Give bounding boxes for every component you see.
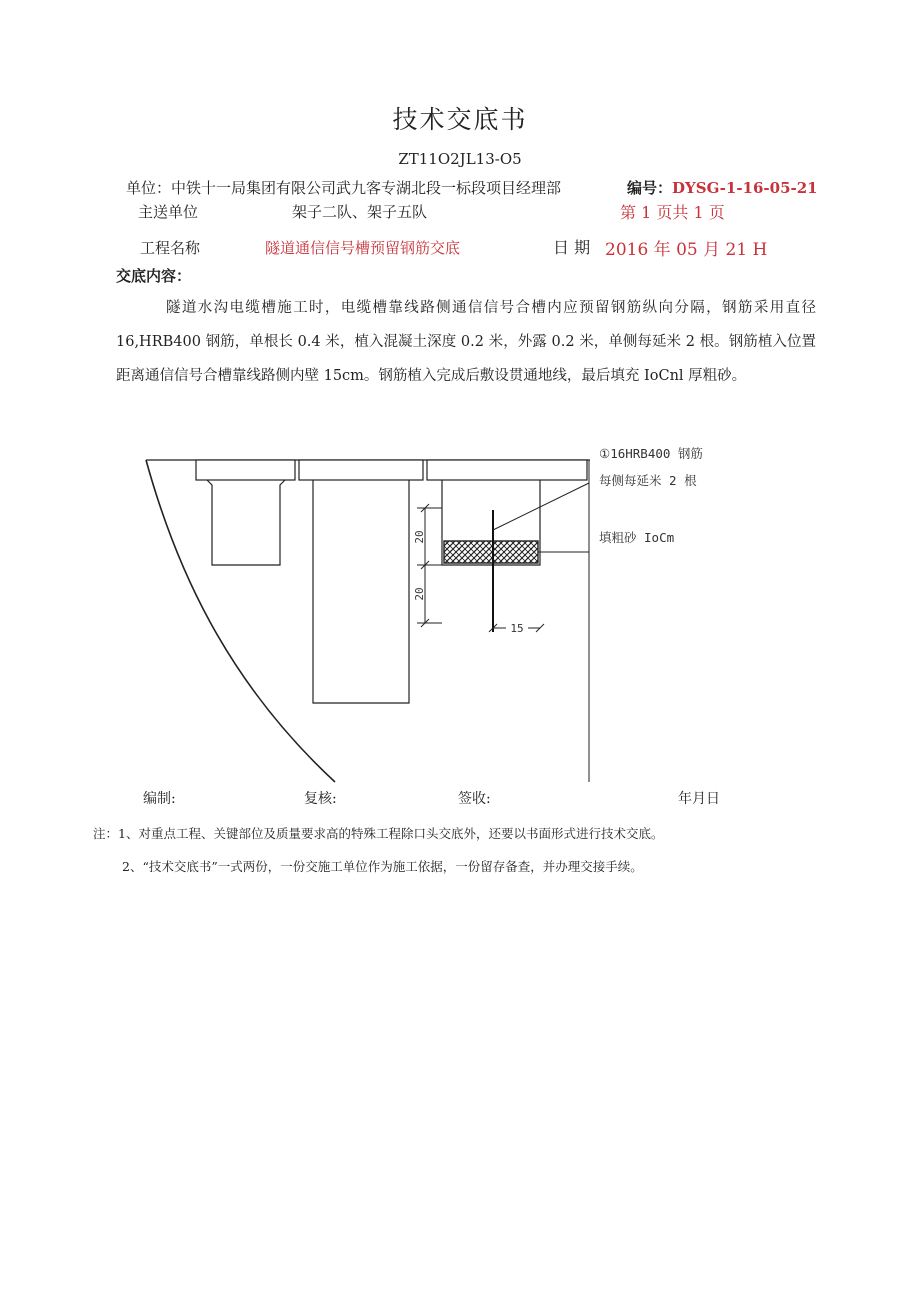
- content-paragraph: 隧道水沟电缆槽施工时，电缆槽靠线路侧通信信号合槽内应预留钢筋纵向分隔，钢筋采用直径16,HRB400 钢筋，单根长 0.4 米，植入混凝土深度 0.2 米，外露 0.2 米，单侧每延米 2 根。钢筋植入位置距离通信信号合槽靠线路侧内壁 15cm。钢筋植入完成后敷设贯通地线，最后填充 IoCnl 厚粗砂。: [116, 300, 816, 384]
- sign-received: 签收:: [458, 791, 491, 807]
- code-value: DYSG-1-16-05-21: [672, 179, 818, 197]
- left-trough: [207, 480, 285, 565]
- recipient-value: 架子二队、架子五队: [292, 203, 428, 221]
- cover-slab-1: [196, 460, 295, 480]
- date-value: 2016 年 05 月 21 H: [605, 240, 768, 260]
- sign-reviewed: 复核:: [304, 791, 337, 807]
- sign-date: 年月日: [678, 791, 720, 807]
- unit-label: 单位：: [126, 179, 172, 197]
- unit-value: 中铁十一局集团有限公司武九客专湖北段一标段项目经理部: [171, 179, 562, 197]
- project-value: 隧道通信信号槽预留钢筋交底: [265, 239, 461, 257]
- dim-horizontal-text: 15: [510, 622, 524, 635]
- recipient-label: 主送单位: [138, 203, 199, 221]
- label-sand: 填粗砂 IoCm: [599, 530, 675, 545]
- sign-prepared: 编制:: [143, 791, 176, 807]
- dim-upper-text: 20: [413, 530, 426, 544]
- content-heading: 交底内容：: [116, 267, 192, 285]
- leader-rebar: [493, 483, 589, 530]
- code-label: 编号：: [627, 179, 673, 197]
- tunnel-lining-curve: [146, 460, 335, 782]
- date-label: 日 期: [553, 238, 591, 257]
- note-1: 注：1、对重点工程、关键部位及质量要求高的特殊工程除口头交底外，还要以书面形式进行技术交底。: [93, 826, 664, 841]
- page-info: 第 1 页共 1 页: [620, 203, 725, 222]
- document-title: 技术交底书: [392, 105, 528, 134]
- label-rebar: ①16HRB400 钢筋: [599, 446, 703, 461]
- cover-slab-3: [427, 460, 587, 480]
- project-label: 工程名称: [140, 239, 201, 257]
- central-ditch: [313, 480, 409, 703]
- coarse-sand-fill: [444, 541, 538, 563]
- note-2: 2、“技术交底书”一式两份，一份交施工单位作为施工依据，一份留存备查，并办理交接手续。: [122, 859, 643, 874]
- cover-slab-2: [299, 460, 423, 480]
- document-number: ZT11O2JL13-O5: [398, 150, 522, 168]
- dim-lower-text: 20: [413, 587, 426, 601]
- label-per-meter: 每侧每延米 2 根: [599, 473, 697, 488]
